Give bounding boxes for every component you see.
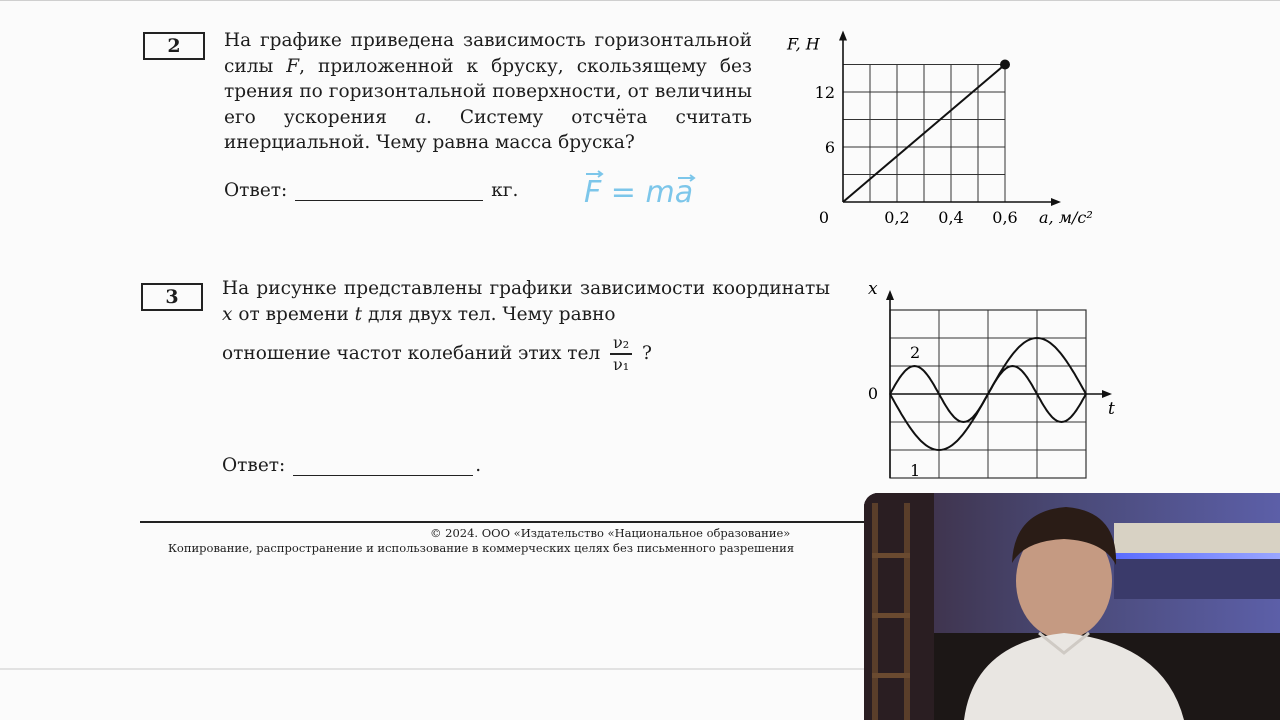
chart1-y-tick: 12 — [814, 83, 835, 102]
task-3-text-c: для двух тел. Чему равно — [362, 303, 616, 325]
footer-copyright: © 2024. ООО «Издательство «Национальное образование» — [430, 526, 791, 540]
task-3-answer-end: . — [475, 455, 482, 476]
task-2-answer-label: Ответ: — [224, 180, 288, 201]
chart1-x-tick: 0,6 — [992, 208, 1018, 227]
task-2-var-f: F — [286, 55, 300, 77]
task-2-answer-unit: кг. — [491, 180, 519, 201]
chart1-axes — [839, 31, 1061, 207]
chart2-series-1-label: 1 — [910, 461, 921, 480]
task-3-text-d: отношение частот колебаний этих тел — [222, 342, 601, 364]
task-3-answer-field[interactable] — [293, 457, 473, 476]
task-2-number — [143, 32, 205, 60]
task-3-var-x: x — [222, 303, 233, 325]
task-2-text-a: На графике приведена зависимость горизонтальной силы — [224, 30, 752, 77]
task-3-text-line2 — [222, 334, 652, 374]
task-2-text — [224, 28, 752, 156]
task-3-number-label: 3 — [165, 286, 179, 308]
chart1-data — [843, 60, 1010, 203]
bottom-divider — [0, 668, 864, 670]
chart2-t-label: t — [1108, 399, 1115, 419]
task-3-number — [141, 283, 203, 311]
task-2-text-b: , приложенной к бруску, скользящему без трения по горизонтальной поверхности, от величины его ускорения — [224, 55, 752, 128]
chart1-x-tick: 0,4 — [938, 208, 964, 227]
chart1-y-arrow — [839, 31, 847, 41]
handwritten-formula-text: F = ma — [584, 175, 694, 210]
task-3-text-b: от времени — [232, 303, 355, 325]
task-3-question-mark: ? — [641, 342, 652, 364]
task-2-number-label: 2 — [167, 35, 181, 57]
task-3-text — [222, 276, 830, 327]
chart1-y-tick: 6 — [824, 138, 835, 157]
chart1-x-label: a, м/с² — [1039, 208, 1093, 227]
footer-notice: Копирование, распространение и использование в коммерческих целях без письменного разрешения — [168, 541, 795, 555]
handwritten-formula — [580, 168, 710, 218]
force-acceleration-chart — [780, 30, 1110, 230]
chart2-x-label: x — [868, 282, 878, 299]
task-3-var-t: t — [354, 303, 363, 325]
chart1-labels — [786, 35, 1093, 228]
frequency-ratio — [610, 334, 632, 374]
task-3-answer-row — [222, 455, 481, 476]
webcam-overlay — [864, 493, 1280, 720]
task-2-var-a: a — [414, 106, 426, 128]
frac-denominator: ν₁ — [613, 354, 630, 374]
chart1-origin: 0 — [818, 208, 829, 227]
chart2-origin: 0 — [867, 384, 878, 403]
chart2-series-2-label: 2 — [910, 343, 921, 362]
chart2-t-arrow — [1102, 390, 1112, 398]
chart2-x-arrow — [886, 290, 894, 300]
top-divider — [0, 0, 1280, 1]
chart1-x-arrow — [1051, 198, 1061, 206]
frac-numerator: ν₂ — [613, 333, 630, 352]
webcam-picture — [864, 493, 1280, 720]
footer-divider — [140, 521, 865, 523]
chart1-y-label: F, Н — [787, 34, 820, 54]
chart1-x-tick: 0,2 — [884, 208, 910, 227]
task-3-text-a: На рисунке представлены графики зависимости координаты — [222, 278, 830, 299]
task-2-answer-field[interactable] — [295, 182, 483, 201]
oscillation-chart — [850, 282, 1120, 482]
chart1-endpoint — [1000, 60, 1010, 70]
task-3-answer-label: Ответ: — [222, 455, 286, 476]
task-2-text-c: . Систему отсчёта считать инерциальной. Чему равна масса бруска? — [224, 106, 752, 153]
task-2-answer-row — [224, 180, 518, 201]
